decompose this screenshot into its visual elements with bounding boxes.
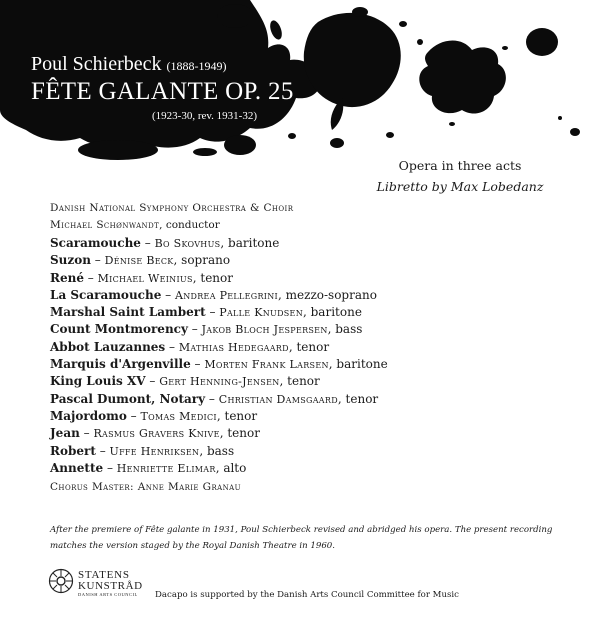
cast-row: [50, 391, 388, 408]
cast-voice: , tenor: [219, 426, 260, 441]
cast-voice: , mezzo-soprano: [278, 287, 377, 302]
cast-role: La Scaramouche: [50, 287, 162, 302]
cast-voice: , bass: [199, 443, 235, 458]
cast-singer: Tomas Medici: [140, 409, 217, 423]
cast-voice: , alto: [215, 460, 247, 475]
cast-row: [50, 356, 388, 373]
cast-dash: –: [145, 374, 160, 389]
cast-row: [50, 270, 388, 287]
cast-voice: , soprano: [173, 253, 231, 268]
composition-dates: (1923-30, rev. 1931-32): [152, 110, 257, 122]
cast-singer: Gert Henning-Jensen: [159, 375, 280, 389]
cast-dash: –: [165, 339, 179, 354]
cast-role: Marquis d'Argenville: [50, 357, 191, 372]
cast-row: [50, 408, 388, 425]
cast-singer: Palle Knudsen: [219, 306, 303, 320]
support-statement: Dacapo is supported by the Danish Arts Council Committee for Music: [155, 590, 459, 600]
cast-role: Jean: [50, 426, 80, 441]
cast-voice: , baritone: [220, 236, 280, 250]
cast-role: Majordomo: [50, 408, 127, 423]
cast-voice: , baritone: [328, 357, 388, 372]
cast-row: [50, 321, 388, 338]
libretto-credit: Libretto by Max Lobedanz: [376, 179, 544, 194]
cast-role: Suzon: [50, 253, 91, 268]
logo-line-3: DANISH ARTS COUNCIL: [78, 592, 138, 597]
cast-dash: –: [190, 357, 205, 372]
cast-role: René: [50, 270, 84, 285]
cast-dash: –: [140, 236, 155, 250]
conductor-role: , conductor: [159, 219, 220, 231]
cast-voice: , tenor: [279, 374, 320, 389]
cast-role: Abbot Lauzannes: [50, 339, 166, 354]
cast-singer: Henriette Elimar: [116, 461, 216, 475]
cast-voice: , tenor: [288, 339, 330, 354]
cast-voice: , tenor: [192, 270, 233, 285]
cast-dash: –: [79, 426, 94, 441]
statens-kunstrad-logo-icon: [48, 568, 74, 594]
cast-singer: Uffe Henriksen: [109, 444, 200, 458]
cast-row: [50, 339, 388, 356]
cast-voice: , tenor: [337, 391, 379, 406]
opera-info: [360, 155, 560, 197]
cast-dash: –: [90, 253, 105, 268]
cast-dash: –: [95, 443, 110, 458]
cast-row: [50, 252, 388, 269]
cast-row: [50, 425, 388, 442]
cast-singer: Michael Weinius: [97, 271, 193, 285]
cast-voice: , baritone: [303, 305, 362, 320]
opera-genre: Opera in three acts: [398, 158, 522, 173]
cast-dash: –: [103, 460, 117, 475]
cast-singer: Dénise Beck: [104, 254, 174, 268]
cast-voice: , tenor: [216, 408, 258, 423]
cast-role: Annette: [50, 460, 104, 475]
cast-row: [50, 235, 388, 252]
conductor-line: [50, 217, 293, 234]
arts-council-wordmark: [78, 570, 143, 598]
cast-row: [50, 287, 388, 304]
cast-role: Robert: [50, 443, 96, 458]
conductor-name: Michael Schønwandt: [50, 219, 160, 231]
logo-line-1: STATENS: [78, 569, 130, 581]
cast-singer: Mathias Hedegaard: [178, 340, 289, 354]
cast-singer: Bo Skovhus: [154, 237, 221, 250]
cast-row: [50, 443, 388, 460]
opera-title: FÊTE GALANTE OP. 25: [31, 78, 294, 105]
cast-dash: –: [205, 305, 220, 320]
chorus-master: Chorus Master: Anne Marie Granau: [50, 481, 241, 493]
cast-dash: –: [205, 391, 219, 406]
cast-row: [50, 304, 388, 321]
orchestra-name: Danish National Symphony Orchestra & Choir: [50, 202, 294, 214]
cast-singer: Christian Damsgaard: [218, 392, 338, 406]
cast-dash: –: [83, 270, 98, 285]
logo-line-2: KUNSTRÅD: [78, 580, 143, 592]
composer-years: (1888-1949): [166, 59, 227, 73]
cast-dash: –: [161, 287, 175, 302]
recording-note: After the premiere of Fête galante in 1931, Poul Schierbeck revised and abridged his opera. The present recording matches the version staged by the Royal Danish Theatre in 1960.: [50, 525, 553, 551]
cast-row: [50, 373, 388, 390]
composer-line: [31, 53, 227, 76]
cast-dash: –: [187, 322, 202, 337]
cast-singer: Morten Frank Larsen: [204, 358, 329, 372]
cast-role: Scaramouche: [50, 236, 141, 250]
composer-name: Poul Schierbeck: [31, 53, 162, 75]
cast-role: King Louis XV: [50, 374, 146, 389]
cast-list: [50, 235, 388, 477]
cast-singer: Jakob Bloch Jespersen: [201, 323, 328, 337]
cast-singer: Andrea Pellegrini: [174, 288, 279, 302]
cast-role: Pascal Dumont, Notary: [50, 391, 206, 406]
cast-row: [50, 460, 388, 477]
cast-role: Marshal Saint Lambert: [50, 305, 206, 320]
cast-singer: Rasmus Gravers Knive: [93, 427, 220, 441]
cast-role: Count Montmorency: [50, 322, 188, 337]
orchestra-credits: [50, 200, 293, 234]
cast-dash: –: [126, 408, 141, 423]
cast-voice: , bass: [327, 322, 363, 337]
